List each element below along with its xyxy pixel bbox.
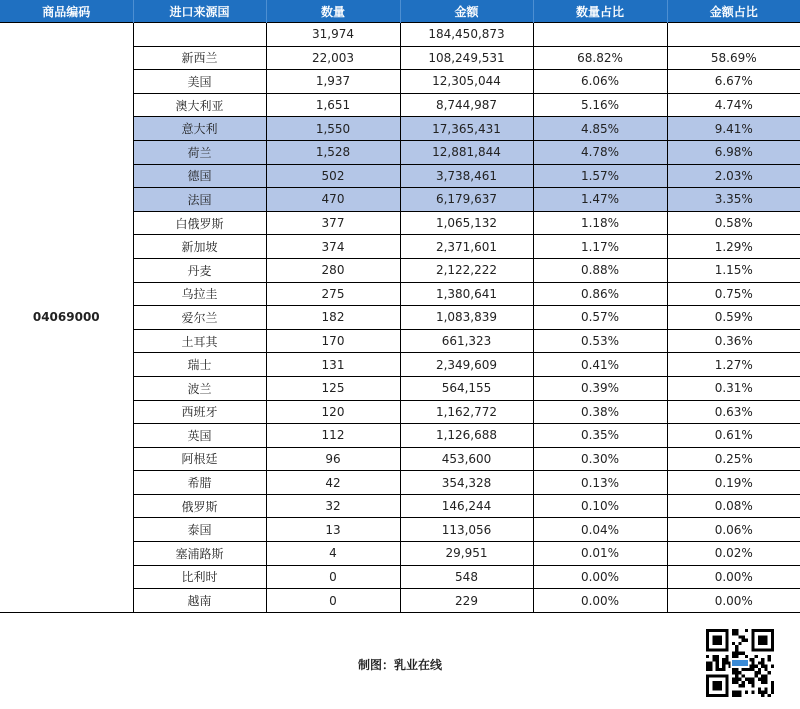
cell-country: 瑞士 [133, 353, 266, 377]
cell-quantity: 22,003 [266, 46, 400, 70]
cell-quantity: 275 [266, 282, 400, 306]
cell-country: 希腊 [133, 471, 266, 495]
cell-amount-share: 9.41% [667, 117, 800, 141]
cell-amount-share: 0.31% [667, 376, 800, 400]
cell-quantity: 125 [266, 376, 400, 400]
cell-amount: 12,305,044 [400, 70, 533, 94]
cell-amount-share: 2.03% [667, 164, 800, 188]
cell-amount-share: 6.67% [667, 70, 800, 94]
cell-quantity-share: 4.85% [533, 117, 667, 141]
cell-amount-share: 4.74% [667, 93, 800, 117]
cell-amount-share: 0.36% [667, 329, 800, 353]
cell-country: 法国 [133, 188, 266, 212]
cell-quantity: 131 [266, 353, 400, 377]
cell-amount: 29,951 [400, 542, 533, 566]
cell-quantity-share: 0.35% [533, 424, 667, 448]
cell-country: 英国 [133, 424, 266, 448]
cell-quantity: 42 [266, 471, 400, 495]
cell-amount-share: 0.59% [667, 306, 800, 330]
cell-quantity: 32 [266, 494, 400, 518]
cell-quantity-share: 0.88% [533, 258, 667, 282]
cell-country: 新西兰 [133, 46, 266, 70]
cell-amount-share: 1.27% [667, 353, 800, 377]
cell-country: 荷兰 [133, 140, 266, 164]
total-country [133, 23, 266, 47]
cell-quantity-share: 5.16% [533, 93, 667, 117]
cell-country: 泰国 [133, 518, 266, 542]
cell-amount: 1,162,772 [400, 400, 533, 424]
cell-country: 爱尔兰 [133, 306, 266, 330]
cell-quantity-share: 0.00% [533, 565, 667, 589]
cell-quantity-share: 0.13% [533, 471, 667, 495]
cell-quantity-share: 0.38% [533, 400, 667, 424]
cell-quantity: 470 [266, 188, 400, 212]
cell-country: 美国 [133, 70, 266, 94]
cell-amount: 548 [400, 565, 533, 589]
cell-amount: 1,380,641 [400, 282, 533, 306]
cell-quantity-share: 0.30% [533, 447, 667, 471]
cell-country: 德国 [133, 164, 266, 188]
cell-quantity: 170 [266, 329, 400, 353]
cell-amount: 8,744,987 [400, 93, 533, 117]
cell-amount: 2,349,609 [400, 353, 533, 377]
cell-quantity-share: 1.17% [533, 235, 667, 259]
total-amount-share [667, 23, 800, 47]
cell-amount-share: 0.02% [667, 542, 800, 566]
cell-quantity-share: 0.04% [533, 518, 667, 542]
cell-quantity: 1,528 [266, 140, 400, 164]
header-amount-share: 金额占比 [667, 0, 800, 23]
cell-quantity: 13 [266, 518, 400, 542]
cell-quantity: 0 [266, 589, 400, 613]
cell-amount-share: 0.08% [667, 494, 800, 518]
cell-quantity: 1,937 [266, 70, 400, 94]
cell-amount: 1,065,132 [400, 211, 533, 235]
cell-quantity: 112 [266, 424, 400, 448]
cell-quantity-share: 1.57% [533, 164, 667, 188]
cell-quantity-share: 4.78% [533, 140, 667, 164]
cell-amount-share: 0.63% [667, 400, 800, 424]
cell-country: 比利时 [133, 565, 266, 589]
header-quantity: 数量 [266, 0, 400, 23]
cell-country: 丹麦 [133, 258, 266, 282]
cell-amount: 108,249,531 [400, 46, 533, 70]
total-amount: 184,450,873 [400, 23, 533, 47]
header-code: 商品编码 [0, 0, 133, 23]
total-quantity: 31,974 [266, 23, 400, 47]
cell-country: 阿根廷 [133, 447, 266, 471]
cell-quantity-share: 1.18% [533, 211, 667, 235]
chart-credit: 制图：乳业在线 [357, 658, 442, 672]
cell-amount-share: 0.06% [667, 518, 800, 542]
cell-amount-share: 1.29% [667, 235, 800, 259]
cell-quantity: 374 [266, 235, 400, 259]
cell-quantity: 96 [266, 447, 400, 471]
header-quantity-share: 数量占比 [533, 0, 667, 23]
footer [0, 612, 800, 709]
cell-country: 越南 [133, 589, 266, 613]
cell-quantity-share: 0.10% [533, 494, 667, 518]
cell-quantity: 4 [266, 542, 400, 566]
cell-amount: 1,126,688 [400, 424, 533, 448]
cell-quantity: 1,550 [266, 117, 400, 141]
cell-quantity-share: 0.86% [533, 282, 667, 306]
cell-amount-share: 1.15% [667, 258, 800, 282]
cell-amount: 113,056 [400, 518, 533, 542]
cell-country: 意大利 [133, 117, 266, 141]
cell-quantity: 120 [266, 400, 400, 424]
cell-quantity-share: 6.06% [533, 70, 667, 94]
cell-amount: 3,738,461 [400, 164, 533, 188]
cell-amount: 564,155 [400, 376, 533, 400]
cell-quantity-share: 0.53% [533, 329, 667, 353]
cell-quantity-share: 0.57% [533, 306, 667, 330]
cell-amount: 661,323 [400, 329, 533, 353]
header-country: 进口来源国 [133, 0, 266, 23]
cell-quantity: 1,651 [266, 93, 400, 117]
cell-country: 白俄罗斯 [133, 211, 266, 235]
cell-amount-share: 0.75% [667, 282, 800, 306]
cell-country: 俄罗斯 [133, 494, 266, 518]
cell-country: 塞浦路斯 [133, 542, 266, 566]
cell-quantity: 377 [266, 211, 400, 235]
qr-code-icon [706, 629, 774, 697]
cell-quantity-share: 0.00% [533, 589, 667, 613]
cell-amount-share: 0.19% [667, 471, 800, 495]
cell-amount-share: 0.00% [667, 565, 800, 589]
cell-quantity-share: 0.01% [533, 542, 667, 566]
cell-amount-share: 0.00% [667, 589, 800, 613]
cell-quantity: 502 [266, 164, 400, 188]
cell-quantity-share: 1.47% [533, 188, 667, 212]
product-code: 04069000 [0, 23, 133, 613]
cell-country: 新加坡 [133, 235, 266, 259]
cell-quantity: 182 [266, 306, 400, 330]
cell-quantity: 0 [266, 565, 400, 589]
cell-amount: 2,122,222 [400, 258, 533, 282]
cell-country: 西班牙 [133, 400, 266, 424]
total-quantity-share [533, 23, 667, 47]
cell-amount-share: 0.25% [667, 447, 800, 471]
cell-country: 土耳其 [133, 329, 266, 353]
cell-quantity: 280 [266, 258, 400, 282]
cell-country: 波兰 [133, 376, 266, 400]
cell-amount-share: 58.69% [667, 46, 800, 70]
cell-amount: 17,365,431 [400, 117, 533, 141]
header-row [0, 0, 800, 23]
total-row [0, 23, 800, 47]
cell-amount-share: 3.35% [667, 188, 800, 212]
cell-amount: 354,328 [400, 471, 533, 495]
cell-amount-share: 6.98% [667, 140, 800, 164]
table-body [0, 23, 800, 613]
cell-quantity-share: 0.39% [533, 376, 667, 400]
cell-amount: 229 [400, 589, 533, 613]
cell-amount-share: 0.58% [667, 211, 800, 235]
header-amount: 金额 [400, 0, 533, 23]
cell-amount: 6,179,637 [400, 188, 533, 212]
cell-quantity-share: 0.41% [533, 353, 667, 377]
cell-quantity-share: 68.82% [533, 46, 667, 70]
cell-amount: 453,600 [400, 447, 533, 471]
cell-amount: 2,371,601 [400, 235, 533, 259]
cell-amount-share: 0.61% [667, 424, 800, 448]
cell-country: 澳大利亚 [133, 93, 266, 117]
cell-amount: 1,083,839 [400, 306, 533, 330]
cell-amount: 12,881,844 [400, 140, 533, 164]
cell-amount: 146,244 [400, 494, 533, 518]
cell-country: 乌拉圭 [133, 282, 266, 306]
